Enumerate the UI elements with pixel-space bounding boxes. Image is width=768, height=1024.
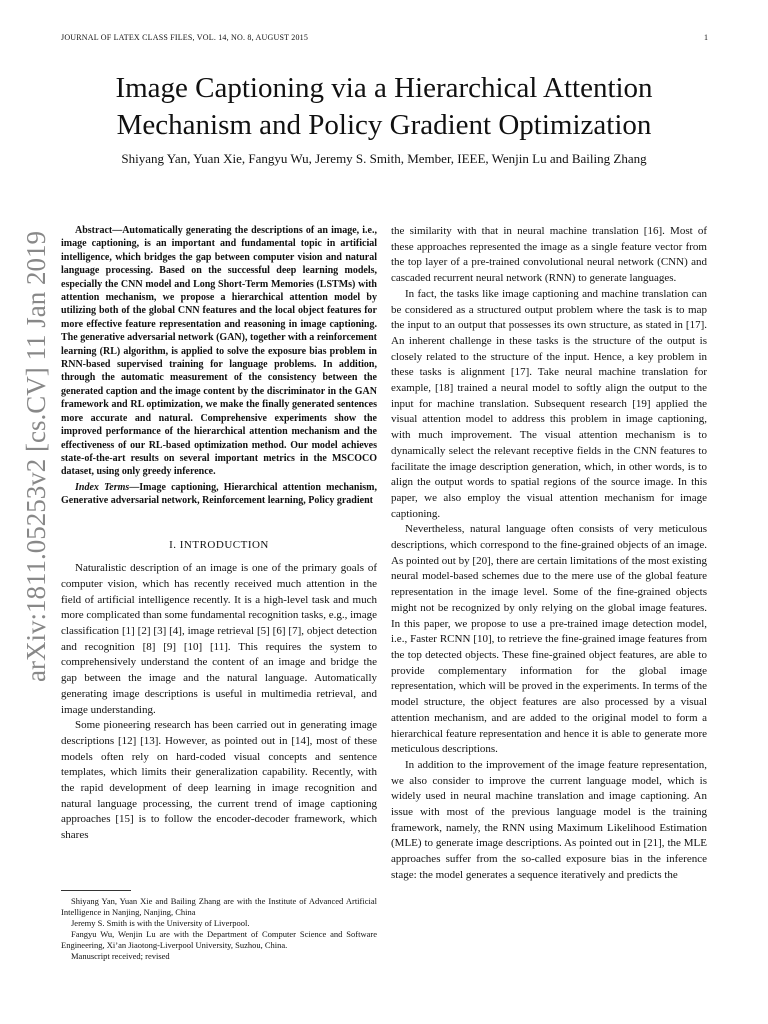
body-paragraph: Nevertheless, natural language often consists of very meticulous descriptions, which correspond to the fine-grained objects of an image. As pointed out by [20], there are certain limitations of the most existing neural model-based schemes due to the mere use of the global feature representation in the image level. Some of the fine-grained objects might not be recognized by only relying on the global image features. In this paper, we propose to use a pre-trained image detection model, i.e., Faster RCNN [10], to retrieve the fine-grained image features from the top detected objects. These fine-grained object features, are able to provide complementary information for the global image representation, which will be proved in the experiments. In terms of the model structure, the object features are also processed by a visual attention mechanism, and are added to the original model to form a hierarchical feature representation and hence it is able to generate more meticulous descriptions. <box>391 523 707 756</box>
title-line-2: Mechanism and Policy Gradient Optimization <box>116 109 652 141</box>
page-number: 1 <box>704 33 708 42</box>
footnotes <box>61 896 377 962</box>
author-list: Shiyang Yan, Yuan Xie, Fangyu Wu, Jeremy S. Smith, Member, IEEE, Wenjin Lu and Bailing Zhang <box>121 151 647 166</box>
body-paragraph: the similarity with that in neural machine translation [16]. Most of these approaches represented the image as a single feature vector from the top layer of a pre-trained convolutional neural network (CNN) and cascaded recurrent neural network (RNN) to generate languages. <box>391 225 707 285</box>
intro-paragraph: Naturalistic description of an image is one of the primary goals of computer vision, which has recently received much attention in the field of artificial intelligence recently. It is a high-level task and much more complicated than some fundamental recognition tasks, e.g., image classification [1] [2] [3] [4], image retrieval [5] [6] [7], object detection and recognition [8] [9] [10] [11]. This requires the system to comprehensively understand the content of an image and bridge the gap between the image and the natural language. Automatically generating image descriptions is useful in multimedia retrieval, and image understanding. <box>61 562 377 716</box>
intro-paragraph: Some pioneering research has been carried out in generating image descriptions [12] [13]. However, as pointed out in [14], most of these models often rely on hard-coded visual concepts and sentence templates, which limits their generalization capability. Recently, with the rapid development of deep learning in image recognition and natural language processing, the current trend of image captioning approaches [15] is to follow the encoder-decoder framework, which shares <box>61 719 377 842</box>
footnote: Manuscript received; revised <box>71 951 170 961</box>
footnote: Shiyang Yan, Yuan Xie and Bailing Zhang are with the Institute of Advanced Artificial Intelligence in Nanjing, Nanjing, China <box>61 896 377 917</box>
running-head: JOURNAL OF LATEX CLASS FILES, VOL. 14, NO. 8, AUGUST 2015 <box>61 33 309 42</box>
paper-title <box>40 70 728 144</box>
footnote: Fangyu Wu, Wenjin Lu are with the Department of Computer Science and Software Engineering, Xi’an Jiaotong-Liverpool University, Suzhou, China. <box>61 929 377 950</box>
title-line-1: Image Captioning via a Hierarchical Attention <box>115 72 653 104</box>
index-terms-label: Index Terms <box>75 481 130 493</box>
body-paragraph: In addition to the improvement of the image feature representation, we also consider to improve the current language model, which is widely used in neural machine translation and image captioning. An issue with most of the previous language model is the training framework, namely, the RNN using Maximum Likelihood Estimation (MLE) to generate image descriptions. As pointed out in [21], the MLE approaches suffer from the so-called exposure bias in the inference stage: the model generates a sequence iteratively and predicts the <box>391 758 707 881</box>
abstract: Abstract—Automatically generating the descriptions of an image, i.e., image captioning, is an important and fundamental topic in artificial intelligence, which bridges the gap between computer vision and natural language processing. Based on the successful deep learning models, especially the CNN model and Long Short-Term Memories (LSTMs) with attention mechanism, we propose a hierarchical attention model by utilizing both of the global CNN features and the local object features for more effective feature representation and reasoning in image captioning. The generative adversarial network (GAN), together with a reinforcement learning (RL) algorithm, is applied to solve the exposure bias problem in RNN-based supervised training for language problems. In addition, through the automatic measurement of the consistency between the generated caption and the image content by the discriminator in the GAN framework and RL optimization, we make the finally generated sentences more accurate and natural. Comprehensive experiments show the improved performance of the hierarchical attention mechanism and the effectiveness of our RL-based optimization method. Our model achieves state-of-the-art results on several important metrics in the MSCOCO dataset, using only greedy inference. <box>61 225 377 478</box>
right-column <box>391 224 707 884</box>
index-terms <box>61 481 377 508</box>
arxiv-identifier-stamp: arXiv:1811.05253v2 [cs.CV] 11 Jan 2019 <box>21 231 51 682</box>
left-column <box>61 224 377 844</box>
body-paragraph: In fact, the tasks like image captioning and machine translation can be considered as a structured output problem where the task is to map the input to an output that possesses its own structure, as stated in [17]. An inherent challenge in these tasks is the structure of the output is closely related to the structure of the input. Hence, a key problem in these tasks is alignment [17]. Take neural machine translation for example, [18] trained a neural model to softly align the output to the input for machine translation. Subsequent research [19] applied the visual attention model to address this problem in image captioning, with much improvement. The visual attention mechanism is to dynamically select the relevant receptive fields in the CNN features to facilitate the image description generation, which, in other words, is to align the output words to spatial regions of the source image. In this paper, we also employ the visual attention mechanism for image captioning. <box>391 287 707 520</box>
section-heading-introduction: I. INTRODUCTION <box>169 538 269 551</box>
footnote-rule <box>61 890 131 891</box>
index-terms-text: —Image captioning, Hierarchical attention mechanism, Generative adversarial network, Reinforcement learning, Policy gradient <box>61 481 377 507</box>
footnote: Jeremy S. Smith is with the University of Liverpool. <box>71 918 250 928</box>
